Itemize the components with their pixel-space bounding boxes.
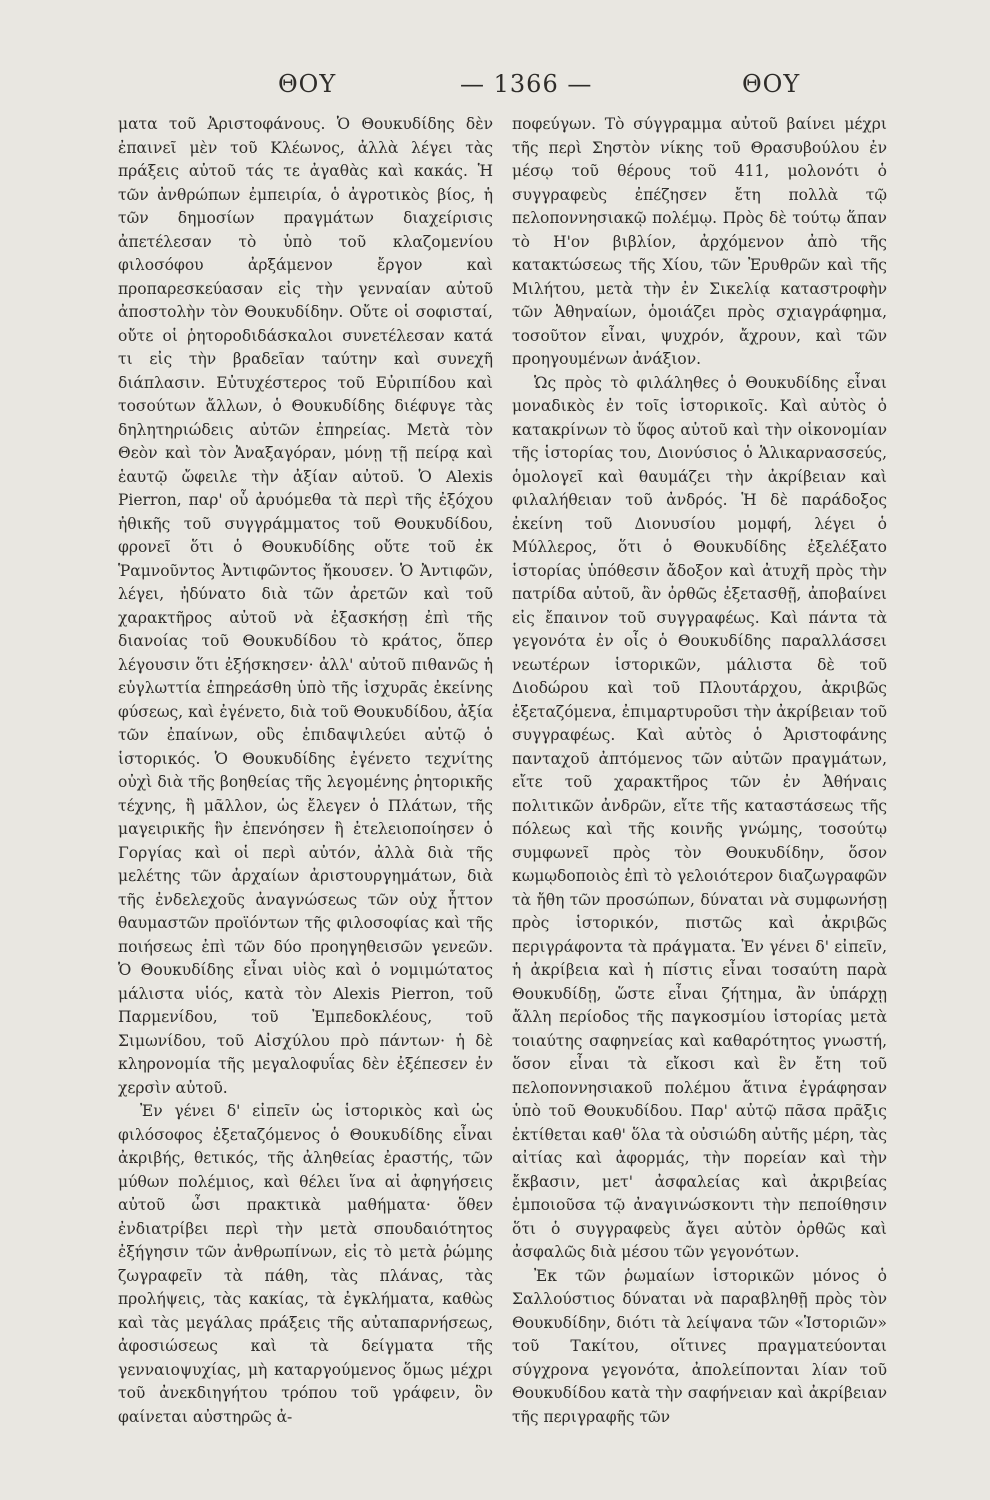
right-column xyxy=(512,113,887,1429)
header-right-keyword: ΘΟΥ xyxy=(742,70,801,98)
left-column xyxy=(118,113,493,1429)
page-number: — 1366 — xyxy=(460,70,593,98)
right-paragraph-1: ποφεύγων. Τὸ σύγγραμμα αὐτοῦ βαίνει μέχρι τῆς περὶ Σηστὸν νίκης τοῦ Θρασυβούλου ἐν μέσῳ τοῦ θέρους τοῦ 411, μολονότι ὁ συγγραφεὺς ἐπέζησεν ἔτη πολλὰ τῷ πελοποννησιακῷ πολέμῳ. Πρὸς δὲ τούτῳ ἅπαν τὸ Η'ον βιβλίον, ἀρχόμενον ἀπὸ τῆς κατακτώσεως τῆς Χίου, τῶν Ἐρυθρῶν καὶ τῆς Μιλήτου, μετὰ τὴν ἐν Σικελίᾳ καταστροφὴν τῶν Ἀθηναίων, ὁμοιάζει πρὸς σχιαγράφημα, τοσοῦτον εἶναι, ψυχρόν, ἄχρουν, καὶ τῶν προηγουμένων ἀνάξιον. xyxy=(512,115,887,368)
page-header xyxy=(0,70,990,110)
right-paragraph-2: Ὡς πρὸς τὸ φιλάληθες ὁ Θουκυδίδης εἶναι μοναδικὸς ἐν τοῖς ἱστορικοῖς. Καὶ αὐτὸς ὁ κατακρίνων τὸ ὕφος αὐτοῦ καὶ τὴν οἰκονομίαν τῆς ἱστορίας του, Διονύσιος ὁ Ἁλικαρνασσεύς, ὁμολογεῖ καὶ θαυμάζει τὴν ἀκρίβειαν καὶ φιλαλήθειαν τοῦ ἀνδρός. Ἡ δὲ παράδοξος ἐκείνη τοῦ Διονυσίου μομφή, λέγει ὁ Μύλλερος, ὅτι ὁ Θουκυδίδης ἐξελέξατο ἱστορίας ὑπόθεσιν ἄδοξον καὶ ἀτυχῆ πρὸς τὴν πατρίδα αὐτοῦ, ἂν ὀρθῶς ἐξετασθῇ, ἀποβαίνει εἰς ἔπαινον τοῦ συγγραφέως. Καὶ πάντα τὰ γεγονότα ἐν οἷς ὁ Θουκυδίδης παραλλάσσει νεωτέρων ἱστορικῶν, μάλιστα δὲ τοῦ Διοδώρου καὶ τοῦ Πλουτάρχου, ἀκριβῶς ἐξεταζόμενα, ἐπιμαρτυροῦσι τὴν ἀκρίβειαν τοῦ συγγραφέως. Καὶ αὐτὸς ὁ Ἀριστοφάνης πανταχοῦ ἀπτόμενος τῶν αὐτῶν πραγμάτων, εἴτε τοῦ χαρακτῆρος τῶν ἐν Ἀθήναις πολιτικῶν ἀνδρῶν, εἴτε τῆς καταστάσεως τῆς πόλεως καὶ τῆς κοινῆς γνώμης, τοσούτῳ συμφωνεῖ πρὸς τὸν Θουκυδίδην, ὅσον κωμῳδοποιὸς ἐπὶ τὸ γελοιότερον διαζωγραφῶν τὰ ἤθη τῶν προσώπων, δύναται νὰ συμφωνήσῃ πρὸς ἱστορικόν, πιστῶς καὶ ἀκριβῶς περιγράφοντα τὰ πράγματα. Ἐν γένει δ' εἰπεῖν, ἡ ἀκρίβεια καὶ ἡ πίστις εἶναι τοσαύτη παρὰ Θουκυδίδῃ, ὥστε εἶναι ζήτημα, ἂν ὑπάρχῃ ἄλλη περίοδος τῆς παγκοσμίου ἱστορίας μετὰ τοιαύτης σαφηνείας καὶ καθαρότητος γνωστή, ὅσον εἶναι τὰ εἴκοσι καὶ ἓν ἔτη τοῦ πελοποννησιακοῦ πολέμου ἅτινα ἐγράφησαν ὑπὸ τοῦ Θουκυδίδου. Παρ' αὐτῷ πᾶσα πρᾶξις ἐκτίθεται καθ' ὅλα τὰ οὐσιώδη αὐτῆς μέρη, τὰς αἰτίας καὶ ἀφορμάς, τὴν πορείαν καὶ τὴν ἔκβασιν, μετ' ἀσφαλείας καὶ ἀκριβείας ἐμποιοῦσα τῷ ἀναγινώσκοντι τὴν πεποίθησιν ὅτι ὁ συγγραφεὺς ἄγει αὐτὸν ὀρθῶς καὶ ἀσφαλῶς διὰ μέσου τῶν γεγονότων. xyxy=(512,373,887,1261)
left-paragraph-1: ματα τοῦ Ἀριστοφάνους. Ὁ Θουκυδίδης δὲν ἐπαινεῖ μὲν τοῦ Κλέωνος, ἀλλὰ λέγει τὰς πράξεις αὐτοῦ τάς τε ἀγαθὰς καὶ κακάς. Ἡ τῶν ἀνθρώπων ἐμπειρία, ὁ ἀγροτικὸς βίος, ἡ τῶν δημοσίων πραγμάτων διαχείρισις ἀπετέλεσαν τὸ ὑπὸ τοῦ κλαζομενίου φιλοσόφου ἀρξάμενον ἔργον καὶ προπαρεσκεύασαν εἰς τὴν γενναίαν αὐτοῦ ἀποστολὴν τὸν Θουκυδίδην. Οὔτε οἱ σοφισταί, οὔτε οἱ ῥητοροδιδάσκαλοι συνετέλεσαν κατά τι εἰς τὴν βραδεῖαν ταύτην καὶ συνεχῆ διάπλασιν. Εὐτυχέστερος τοῦ Εὐριπίδου καὶ τοσούτων ἄλλων, ὁ Θουκυδίδης διέφυγε τὰς δηλητηριώδεις αὐτῶν ἐπηρείας. Μετὰ τὸν Θεὸν καὶ τὸν Ἀναξαγόραν, μόνῃ τῇ πείρᾳ καὶ ἑαυτῷ ὤφειλε τὴν ἀξίαν αὐτοῦ. Ὁ Alexis Pierron, παρ' οὗ ἀρυόμεθα τὰ περὶ τῆς ἐξόχου ἠθικῆς τοῦ συγγράμματος τοῦ Θουκυδίδου, φρονεῖ ὅτι ὁ Θουκυδίδης οὔτε τοῦ ἐκ Ῥαμνοῦντος Ἀντιφῶντος ἤκουσεν. Ὁ Ἀντιφῶν, λέγει, ἠδύνατο διὰ τῶν ἀρετῶν καὶ τοῦ χαρακτῆρος αὐτοῦ νὰ ἐξασκήσῃ ἐπὶ τῆς διανοίας τοῦ Θουκυδίδου τὸ κράτος, ὅπερ λέγουσιν ὅτι ἐξήσκησεν· ἀλλ' αὐτοῦ πιθανῶς ἡ εὐγλωττία ἐπηρεάσθη ὑπὸ τῆς ἰσχυρᾶς ἐκείνης φύσεως, καὶ ἐγένετο, διὰ τοῦ Θουκυδίδου, ἀξία τῶν ἐπαίνων, οὓς ἐπιδαψιλεύει αὐτῷ ὁ ἱστορικός. Ὁ Θουκυδίδης ἐγένετο τεχνίτης οὐχὶ διὰ τῆς βοηθείας τῆς λεγομένης ῥητορικῆς τέχνης, ἢ μᾶλλον, ὡς ἔλεγεν ὁ Πλάτων, τῆς μαγειρικῆς ἣν ἐπενόησεν ἢ ἐτελειοποίησεν ὁ Γοργίας καὶ οἱ περὶ αὐτόν, ἀλλὰ διὰ τῆς μελέτης τῶν ἀρχαίων ἀριστουργημάτων, διὰ τῆς ἐνδελεχοῦς ἀναγνώσεως τῶν οὐχ ἧττον θαυμαστῶν προϊόντων τῆς φιλοσοφίας καὶ τῆς ποιήσεως ἐπὶ τῶν δύο προηγηθεισῶν γενεῶν. Ὁ Θουκυδίδης εἶναι υἱὸς καὶ ὁ νομιμώτατος μάλιστα υἱός, κατὰ τὸν Alexis Pierron, τοῦ Παρμενίδου, τοῦ Ἐμπεδοκλέους, τοῦ Σιμωνίδου, τοῦ Αἰσχύλου πρὸ πάντων· ἡ δὲ κληρονομία τῆς μεγαλοφυΐας δὲν ἐξέπεσεν ἐν χερσὶν αὐτοῦ. xyxy=(118,115,493,1097)
header-left-keyword: ΘΟΥ xyxy=(278,70,337,98)
left-paragraph-2: Ἐν γένει δ' εἰπεῖν ὡς ἱστορικὸς καὶ ὡς φιλόσοφος ἐξεταζόμενος ὁ Θουκυδίδης εἶναι ἀκριβής, θετικός, τῆς ἀληθείας ἐραστής, τῶν μύθων πολέμιος, καὶ θέλει ἵνα αἱ ἀφηγήσεις αὐτοῦ ὦσι πρακτικὰ μαθήματα· ὅθεν ἐνδιατρίβει περὶ τὴν μετὰ σπουδαιότητος ἐξήγησιν τῶν ἀνθρωπίνων, εἰς τὸ μετὰ ῥώμης ζωγραφεῖν τὰ πάθη, τὰς πλάνας, τὰς προλήψεις, τὰς κακίας, τὰ ἐγκλήματα, καθὼς καὶ τὰς μεγάλας πράξεις τῆς αὐταπαρνήσεως, ἀφοσιώσεως καὶ τὰ δείγματα τῆς γενναιοψυχίας, μὴ καταργούμενος ὅμως μέχρι τοῦ ἀνεκδιηγήτου τρόπου τοῦ γράφειν, ὃν φαίνεται αὐστηρῶς ἀ- xyxy=(118,1102,493,1426)
right-paragraph-3: Ἐκ τῶν ῥωμαίων ἱστορικῶν μόνος ὁ Σαλλούστιος δύναται νὰ παραβληθῇ πρὸς τὸν Θουκυδίδην, διότι τὰ λείψανα τῶν «Ἱστοριῶν» τοῦ Τακίτου, οἵτινες πραγματεύονται σύγχρονα γεγονότα, ἀπολείπονται λίαν τοῦ Θουκυδίδου κατὰ τὴν σαφήνειαν καὶ ἀκρίβειαν τῆς περιγραφῆς τῶν xyxy=(512,1266,887,1426)
